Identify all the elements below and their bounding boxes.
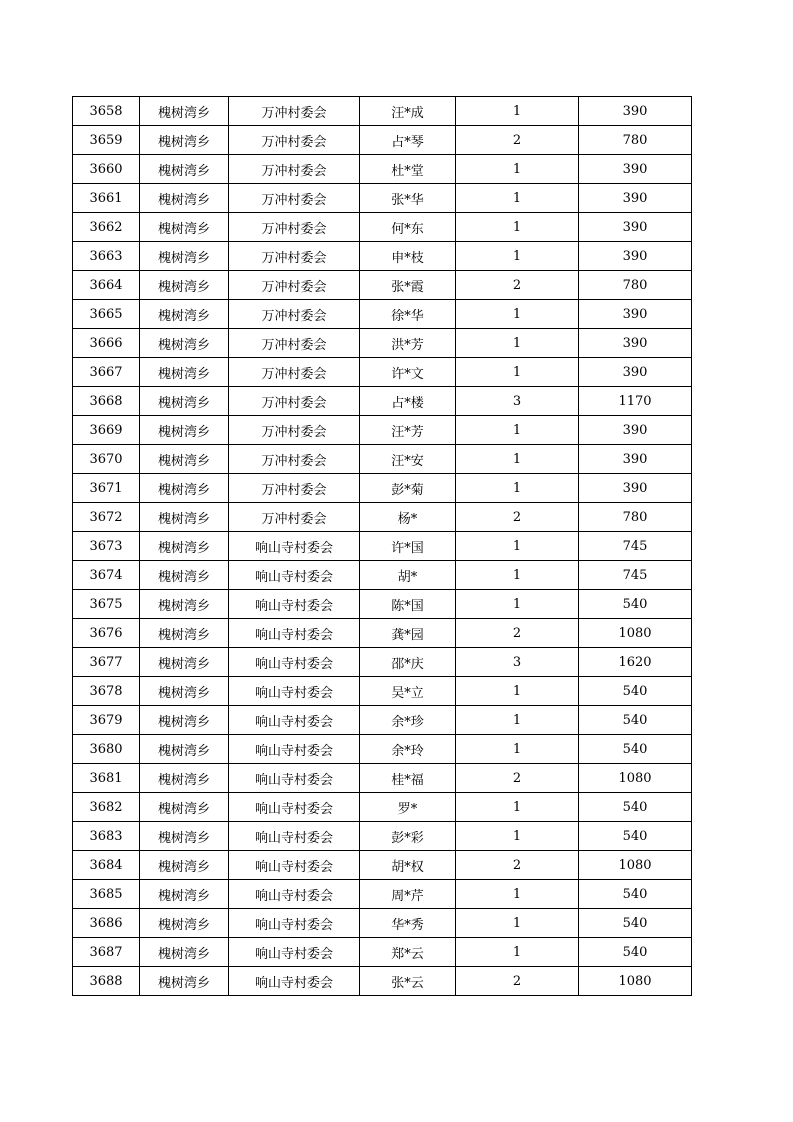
name-cell: 龚*园 bbox=[360, 619, 456, 648]
name-cell: 胡*权 bbox=[360, 851, 456, 880]
village-committee-cell: 响山寺村委会 bbox=[229, 909, 360, 938]
township-cell: 槐树湾乡 bbox=[140, 213, 229, 242]
township-cell: 槐树湾乡 bbox=[140, 358, 229, 387]
table-row bbox=[73, 126, 692, 155]
row-number-cell: 3669 bbox=[73, 416, 140, 445]
name-cell: 许*文 bbox=[360, 358, 456, 387]
village-committee-cell: 万冲村委会 bbox=[229, 242, 360, 271]
person-count-cell: 2 bbox=[456, 126, 579, 155]
name-cell: 张*云 bbox=[360, 967, 456, 996]
township-cell: 槐树湾乡 bbox=[140, 909, 229, 938]
row-number-cell: 3663 bbox=[73, 242, 140, 271]
amount-cell: 390 bbox=[579, 416, 692, 445]
name-cell: 邵*庆 bbox=[360, 648, 456, 677]
township-cell: 槐树湾乡 bbox=[140, 242, 229, 271]
row-number-cell: 3661 bbox=[73, 184, 140, 213]
amount-cell: 390 bbox=[579, 97, 692, 126]
person-count-cell: 1 bbox=[456, 909, 579, 938]
name-cell: 张*霞 bbox=[360, 271, 456, 300]
table-row bbox=[73, 561, 692, 590]
person-count-cell: 2 bbox=[456, 271, 579, 300]
amount-cell: 390 bbox=[579, 155, 692, 184]
name-cell: 吴*立 bbox=[360, 677, 456, 706]
name-cell: 胡* bbox=[360, 561, 456, 590]
amount-cell: 1620 bbox=[579, 648, 692, 677]
table-row bbox=[73, 155, 692, 184]
name-cell: 杜*堂 bbox=[360, 155, 456, 184]
table-row bbox=[73, 445, 692, 474]
name-cell: 汪*安 bbox=[360, 445, 456, 474]
row-number-cell: 3671 bbox=[73, 474, 140, 503]
table-row bbox=[73, 909, 692, 938]
person-count-cell: 1 bbox=[456, 474, 579, 503]
person-count-cell: 1 bbox=[456, 445, 579, 474]
row-number-cell: 3678 bbox=[73, 677, 140, 706]
name-cell: 桂*福 bbox=[360, 764, 456, 793]
name-cell: 周*芹 bbox=[360, 880, 456, 909]
row-number-cell: 3668 bbox=[73, 387, 140, 416]
township-cell: 槐树湾乡 bbox=[140, 735, 229, 764]
village-committee-cell: 万冲村委会 bbox=[229, 126, 360, 155]
row-number-cell: 3676 bbox=[73, 619, 140, 648]
township-cell: 槐树湾乡 bbox=[140, 126, 229, 155]
person-count-cell: 1 bbox=[456, 358, 579, 387]
amount-cell: 390 bbox=[579, 213, 692, 242]
table-row bbox=[73, 271, 692, 300]
village-committee-cell: 响山寺村委会 bbox=[229, 764, 360, 793]
name-cell: 占*楼 bbox=[360, 387, 456, 416]
person-count-cell: 1 bbox=[456, 706, 579, 735]
person-count-cell: 1 bbox=[456, 532, 579, 561]
township-cell: 槐树湾乡 bbox=[140, 416, 229, 445]
name-cell: 彭*彩 bbox=[360, 822, 456, 851]
village-committee-cell: 万冲村委会 bbox=[229, 358, 360, 387]
township-cell: 槐树湾乡 bbox=[140, 677, 229, 706]
township-cell: 槐树湾乡 bbox=[140, 967, 229, 996]
village-committee-cell: 万冲村委会 bbox=[229, 503, 360, 532]
amount-cell: 390 bbox=[579, 474, 692, 503]
amount-cell: 390 bbox=[579, 358, 692, 387]
village-committee-cell: 万冲村委会 bbox=[229, 445, 360, 474]
row-number-cell: 3682 bbox=[73, 793, 140, 822]
village-committee-cell: 响山寺村委会 bbox=[229, 590, 360, 619]
township-cell: 槐树湾乡 bbox=[140, 271, 229, 300]
amount-cell: 780 bbox=[579, 503, 692, 532]
village-committee-cell: 响山寺村委会 bbox=[229, 677, 360, 706]
township-cell: 槐树湾乡 bbox=[140, 387, 229, 416]
person-count-cell: 1 bbox=[456, 97, 579, 126]
row-number-cell: 3662 bbox=[73, 213, 140, 242]
row-number-cell: 3659 bbox=[73, 126, 140, 155]
amount-cell: 780 bbox=[579, 271, 692, 300]
township-cell: 槐树湾乡 bbox=[140, 938, 229, 967]
township-cell: 槐树湾乡 bbox=[140, 445, 229, 474]
table-row bbox=[73, 619, 692, 648]
roster-table-body bbox=[73, 97, 692, 996]
table-row bbox=[73, 532, 692, 561]
table-row bbox=[73, 97, 692, 126]
village-committee-cell: 响山寺村委会 bbox=[229, 938, 360, 967]
village-committee-cell: 响山寺村委会 bbox=[229, 561, 360, 590]
row-number-cell: 3679 bbox=[73, 706, 140, 735]
township-cell: 槐树湾乡 bbox=[140, 880, 229, 909]
table-row bbox=[73, 735, 692, 764]
village-committee-cell: 响山寺村委会 bbox=[229, 706, 360, 735]
table-row bbox=[73, 822, 692, 851]
person-count-cell: 3 bbox=[456, 648, 579, 677]
name-cell: 汪*芳 bbox=[360, 416, 456, 445]
township-cell: 槐树湾乡 bbox=[140, 561, 229, 590]
village-committee-cell: 万冲村委会 bbox=[229, 387, 360, 416]
amount-cell: 540 bbox=[579, 938, 692, 967]
row-number-cell: 3688 bbox=[73, 967, 140, 996]
township-cell: 槐树湾乡 bbox=[140, 619, 229, 648]
person-count-cell: 1 bbox=[456, 416, 579, 445]
township-cell: 槐树湾乡 bbox=[140, 532, 229, 561]
name-cell: 罗* bbox=[360, 793, 456, 822]
person-count-cell: 1 bbox=[456, 155, 579, 184]
person-count-cell: 2 bbox=[456, 619, 579, 648]
township-cell: 槐树湾乡 bbox=[140, 184, 229, 213]
person-count-cell: 1 bbox=[456, 590, 579, 619]
table-row bbox=[73, 329, 692, 358]
village-committee-cell: 万冲村委会 bbox=[229, 474, 360, 503]
row-number-cell: 3677 bbox=[73, 648, 140, 677]
township-cell: 槐树湾乡 bbox=[140, 97, 229, 126]
village-committee-cell: 响山寺村委会 bbox=[229, 532, 360, 561]
row-number-cell: 3672 bbox=[73, 503, 140, 532]
row-number-cell: 3670 bbox=[73, 445, 140, 474]
person-count-cell: 2 bbox=[456, 503, 579, 532]
village-committee-cell: 万冲村委会 bbox=[229, 329, 360, 358]
amount-cell: 780 bbox=[579, 126, 692, 155]
amount-cell: 390 bbox=[579, 184, 692, 213]
village-committee-cell: 响山寺村委会 bbox=[229, 735, 360, 764]
township-cell: 槐树湾乡 bbox=[140, 706, 229, 735]
name-cell: 何*东 bbox=[360, 213, 456, 242]
amount-cell: 540 bbox=[579, 822, 692, 851]
township-cell: 槐树湾乡 bbox=[140, 300, 229, 329]
table-row bbox=[73, 242, 692, 271]
township-cell: 槐树湾乡 bbox=[140, 503, 229, 532]
name-cell: 洪*芳 bbox=[360, 329, 456, 358]
township-cell: 槐树湾乡 bbox=[140, 329, 229, 358]
row-number-cell: 3673 bbox=[73, 532, 140, 561]
person-count-cell: 1 bbox=[456, 213, 579, 242]
person-count-cell: 2 bbox=[456, 851, 579, 880]
village-committee-cell: 响山寺村委会 bbox=[229, 880, 360, 909]
table-row bbox=[73, 706, 692, 735]
village-committee-cell: 响山寺村委会 bbox=[229, 822, 360, 851]
row-number-cell: 3683 bbox=[73, 822, 140, 851]
row-number-cell: 3680 bbox=[73, 735, 140, 764]
name-cell: 华*秀 bbox=[360, 909, 456, 938]
person-count-cell: 1 bbox=[456, 938, 579, 967]
amount-cell: 390 bbox=[579, 242, 692, 271]
row-number-cell: 3674 bbox=[73, 561, 140, 590]
person-count-cell: 2 bbox=[456, 967, 579, 996]
township-cell: 槐树湾乡 bbox=[140, 648, 229, 677]
amount-cell: 1080 bbox=[579, 851, 692, 880]
township-cell: 槐树湾乡 bbox=[140, 822, 229, 851]
table-row bbox=[73, 938, 692, 967]
row-number-cell: 3684 bbox=[73, 851, 140, 880]
village-committee-cell: 万冲村委会 bbox=[229, 416, 360, 445]
person-count-cell: 3 bbox=[456, 387, 579, 416]
table-row bbox=[73, 967, 692, 996]
village-committee-cell: 万冲村委会 bbox=[229, 213, 360, 242]
row-number-cell: 3685 bbox=[73, 880, 140, 909]
name-cell: 占*琴 bbox=[360, 126, 456, 155]
name-cell: 徐*华 bbox=[360, 300, 456, 329]
table-row bbox=[73, 300, 692, 329]
amount-cell: 540 bbox=[579, 880, 692, 909]
person-count-cell: 1 bbox=[456, 329, 579, 358]
village-committee-cell: 响山寺村委会 bbox=[229, 619, 360, 648]
amount-cell: 540 bbox=[579, 909, 692, 938]
table-row bbox=[73, 503, 692, 532]
person-count-cell: 1 bbox=[456, 184, 579, 213]
village-committee-cell: 万冲村委会 bbox=[229, 184, 360, 213]
row-number-cell: 3667 bbox=[73, 358, 140, 387]
person-count-cell: 1 bbox=[456, 735, 579, 764]
amount-cell: 1080 bbox=[579, 619, 692, 648]
person-count-cell: 1 bbox=[456, 242, 579, 271]
name-cell: 张*华 bbox=[360, 184, 456, 213]
table-row bbox=[73, 416, 692, 445]
village-committee-cell: 万冲村委会 bbox=[229, 271, 360, 300]
amount-cell: 745 bbox=[579, 561, 692, 590]
table-row bbox=[73, 184, 692, 213]
row-number-cell: 3675 bbox=[73, 590, 140, 619]
village-committee-cell: 万冲村委会 bbox=[229, 300, 360, 329]
person-count-cell: 1 bbox=[456, 880, 579, 909]
township-cell: 槐树湾乡 bbox=[140, 851, 229, 880]
village-committee-cell: 响山寺村委会 bbox=[229, 648, 360, 677]
amount-cell: 1170 bbox=[579, 387, 692, 416]
row-number-cell: 3665 bbox=[73, 300, 140, 329]
person-count-cell: 1 bbox=[456, 793, 579, 822]
person-count-cell: 1 bbox=[456, 300, 579, 329]
name-cell: 汪*成 bbox=[360, 97, 456, 126]
amount-cell: 1080 bbox=[579, 967, 692, 996]
person-count-cell: 2 bbox=[456, 764, 579, 793]
table-row bbox=[73, 677, 692, 706]
row-number-cell: 3681 bbox=[73, 764, 140, 793]
amount-cell: 540 bbox=[579, 706, 692, 735]
table-row bbox=[73, 793, 692, 822]
name-cell: 郑*云 bbox=[360, 938, 456, 967]
amount-cell: 390 bbox=[579, 300, 692, 329]
amount-cell: 1080 bbox=[579, 764, 692, 793]
person-count-cell: 1 bbox=[456, 822, 579, 851]
village-committee-cell: 万冲村委会 bbox=[229, 97, 360, 126]
amount-cell: 745 bbox=[579, 532, 692, 561]
amount-cell: 390 bbox=[579, 445, 692, 474]
roster-table bbox=[72, 96, 692, 996]
name-cell: 申*枝 bbox=[360, 242, 456, 271]
village-committee-cell: 响山寺村委会 bbox=[229, 967, 360, 996]
row-number-cell: 3664 bbox=[73, 271, 140, 300]
amount-cell: 540 bbox=[579, 677, 692, 706]
name-cell: 陈*国 bbox=[360, 590, 456, 619]
name-cell: 杨* bbox=[360, 503, 456, 532]
amount-cell: 540 bbox=[579, 735, 692, 764]
township-cell: 槐树湾乡 bbox=[140, 793, 229, 822]
table-row bbox=[73, 764, 692, 793]
township-cell: 槐树湾乡 bbox=[140, 155, 229, 184]
name-cell: 余*珍 bbox=[360, 706, 456, 735]
table-row bbox=[73, 880, 692, 909]
amount-cell: 390 bbox=[579, 329, 692, 358]
name-cell: 彭*菊 bbox=[360, 474, 456, 503]
table-row bbox=[73, 648, 692, 677]
person-count-cell: 1 bbox=[456, 677, 579, 706]
township-cell: 槐树湾乡 bbox=[140, 474, 229, 503]
row-number-cell: 3666 bbox=[73, 329, 140, 358]
table-row bbox=[73, 590, 692, 619]
table-row bbox=[73, 474, 692, 503]
village-committee-cell: 响山寺村委会 bbox=[229, 851, 360, 880]
table-row bbox=[73, 213, 692, 242]
name-cell: 余*玲 bbox=[360, 735, 456, 764]
row-number-cell: 3658 bbox=[73, 97, 140, 126]
name-cell: 许*国 bbox=[360, 532, 456, 561]
township-cell: 槐树湾乡 bbox=[140, 590, 229, 619]
amount-cell: 540 bbox=[579, 590, 692, 619]
table-row bbox=[73, 387, 692, 416]
row-number-cell: 3687 bbox=[73, 938, 140, 967]
village-committee-cell: 万冲村委会 bbox=[229, 155, 360, 184]
row-number-cell: 3686 bbox=[73, 909, 140, 938]
amount-cell: 540 bbox=[579, 793, 692, 822]
row-number-cell: 3660 bbox=[73, 155, 140, 184]
person-count-cell: 1 bbox=[456, 561, 579, 590]
table-row bbox=[73, 358, 692, 387]
village-committee-cell: 响山寺村委会 bbox=[229, 793, 360, 822]
table-row bbox=[73, 851, 692, 880]
township-cell: 槐树湾乡 bbox=[140, 764, 229, 793]
